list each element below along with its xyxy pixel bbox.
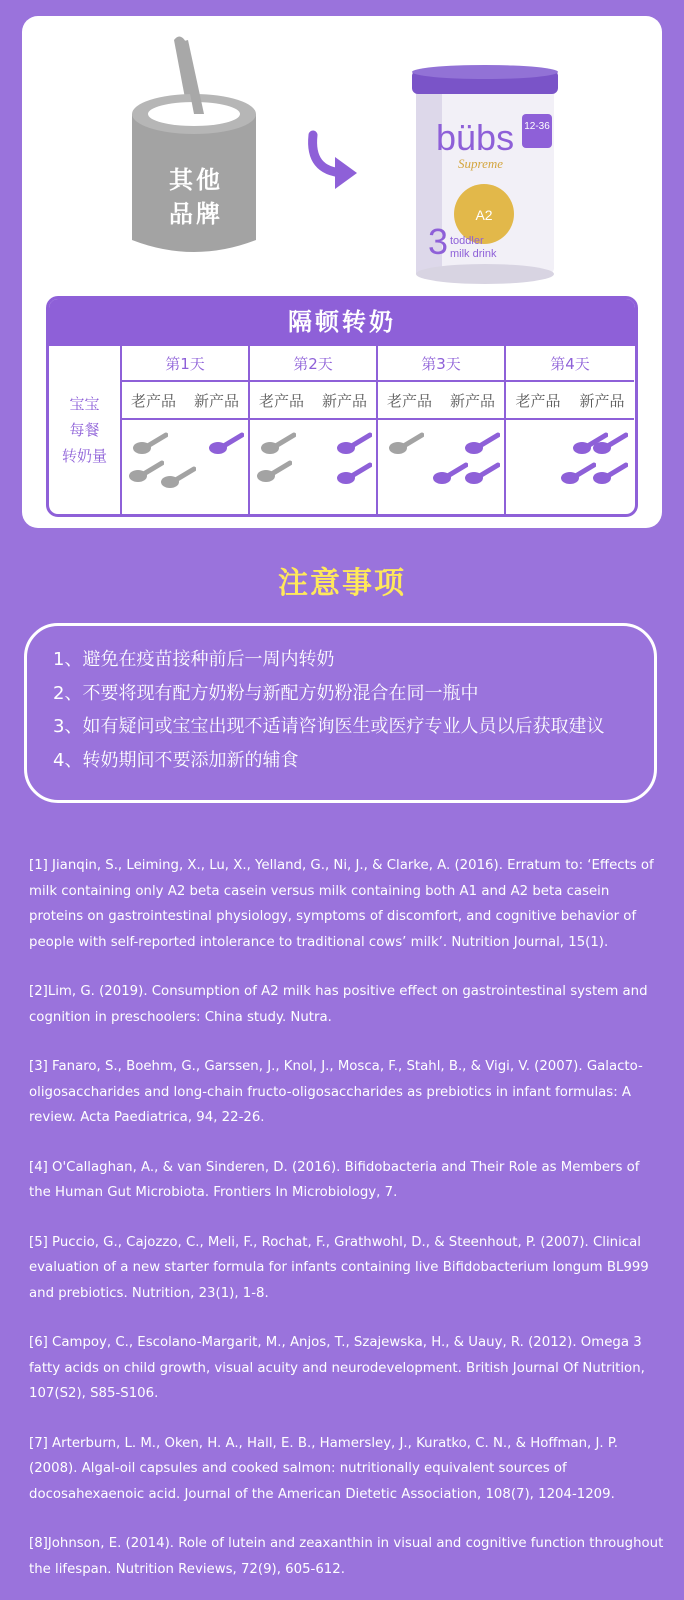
- new-product-scoop-icon: [464, 432, 500, 456]
- can-badge-text: A2: [475, 207, 493, 223]
- new-product-label: 新产品: [449, 391, 495, 410]
- old-product-label: 老产品: [130, 391, 176, 410]
- reference-item: [8]Johnson, E. (2014). Role of lutein and zeaxanthin in visual and cognitive function throughout the lifespan. Nutrition Reviews, 72(9), 605-612.: [29, 1536, 664, 1577]
- scoop-area: [250, 420, 376, 512]
- old-product-scoop-icon: [260, 432, 296, 456]
- old-product-scoop-icon: [128, 460, 164, 484]
- can-sub-text: Supreme: [458, 156, 504, 171]
- can-stage-text: 3: [428, 221, 449, 262]
- new-product-scoop-icon: [208, 432, 244, 456]
- reference-item: [4] O'Callaghan, A., & van Sinderen, D. (2016). Bifidobacteria and Their Role as Members of the Human Gut Microbiota. Frontiers In Microbiology, 7.: [29, 1159, 640, 1200]
- arrow-right-icon: [305, 129, 365, 195]
- scoop-area: [378, 420, 504, 512]
- scoop-area: [122, 420, 248, 512]
- transition-table-title: 隔顿转奶: [49, 299, 635, 346]
- new-product-scoop-icon: [464, 462, 500, 486]
- note-item: 1、避免在疫苗接种前后一周内转奶: [53, 649, 335, 670]
- day-label: 第1天: [122, 346, 248, 382]
- brand-comparison-card: [22, 16, 662, 528]
- note-item: 4、转奶期间不要添加新的辅食: [53, 749, 299, 771]
- new-product-scoop-icon: [572, 432, 608, 456]
- new-product-scoop-icon: [336, 462, 372, 486]
- transition-table: [46, 296, 638, 517]
- can-line2-text: milk drink: [450, 248, 497, 260]
- new-product-label: 新产品: [321, 391, 367, 410]
- note-item: 2、不要将现有配方奶粉与新配方奶粉混合在同一瓶中: [53, 682, 479, 704]
- references-list: [29, 853, 665, 1600]
- row-header: 宝宝 每餐 转奶量: [49, 346, 122, 514]
- day-column-2: [250, 346, 378, 514]
- new-product-label: 新产品: [193, 391, 239, 410]
- can-age-text: 12-36: [524, 121, 550, 132]
- day-column-4: [506, 346, 634, 514]
- day-column-1: [122, 346, 250, 514]
- transition-grid: [49, 346, 635, 514]
- old-product-label: 老产品: [258, 391, 304, 410]
- reference-item: [2]Lim, G. (2019). Consumption of A2 milk has positive effect on gastrointestinal system and cognition in preschoolers: China study. Nutra.: [29, 984, 648, 1025]
- new-product-scoop-icon: [560, 462, 596, 486]
- old-product-label: 老产品: [386, 391, 432, 410]
- new-product-scoop-icon: [336, 432, 372, 456]
- old-product-scoop-icon: [160, 466, 196, 490]
- new-product-scoop-icon: [592, 462, 628, 486]
- can-line1-text: toddler: [450, 235, 484, 247]
- reference-item: [6] Campoy, C., Escolano-Margarit, M., Anjos, T., Szajewska, H., & Uauy, R. (2012). Omega 3 fatty acids on child growth, visual acuity and neurodevelopment. British Journal Of Nutrition, 107(S2), S85-S106.: [29, 1335, 645, 1401]
- other-brand-label: 其他 品牌: [169, 166, 223, 228]
- old-product-scoop-icon: [388, 432, 424, 456]
- can-logo-text: bübs: [436, 117, 515, 158]
- new-product-scoop-icon: [432, 462, 468, 486]
- product-labels: [506, 382, 634, 420]
- day-label: 第4天: [506, 346, 634, 382]
- product-labels: [250, 382, 376, 420]
- bubs-product-can: [406, 64, 564, 286]
- notes-title: 注意事项: [278, 566, 406, 601]
- notes-box: [24, 623, 657, 803]
- other-brand-can-icon: [114, 28, 274, 288]
- reference-item: [1] Jianqin, S., Leiming, X., Lu, X., Yelland, G., Ni, J., & Clarke, A. (2016). Erratum to: ‘Effects of milk containing only A2 beta casein versus milk containing both A1 and A2 beta casein proteins on gastrointestinal physiology, symptoms of discomfort, and cognitive behavior of people with self-reported intolerance to traditional cows’ milk’. Nutrition Journal, 15(1).: [29, 858, 654, 950]
- new-product-label: 新产品: [579, 391, 625, 410]
- day-column-3: [378, 346, 506, 514]
- product-labels: [378, 382, 504, 420]
- day-label: 第2天: [250, 346, 376, 382]
- reference-item: [5] Puccio, G., Cajozzo, C., Meli, F., Rochat, F., Grathwohl, D., & Steenhout, P. (2007). Clinical evaluation of a new starter formula for infants containing live Bifidobacterium longum BL999 and prebiotics. Nutrition, 23(1), 1-8.: [29, 1234, 649, 1301]
- day-label: 第3天: [378, 346, 504, 382]
- product-labels: [122, 382, 248, 420]
- note-item: 3、如有疑问或宝宝出现不适请咨询医生或医疗专业人员以后获取建议: [53, 716, 605, 737]
- old-product-scoop-icon: [256, 460, 292, 484]
- old-product-label: 老产品: [515, 391, 561, 410]
- reference-item: [3] Fanaro, S., Boehm, G., Garssen, J., Knol, J., Mosca, F., Stahl, B., & Vigi, V. (2007). Galacto-oligosaccharides and long-chain fructo-oligosaccharides as prebiotics in infant formulas: A review. Acta Paediatrica, 94, 22-26.: [29, 1059, 643, 1125]
- reference-item: [7] Arterburn, L. M., Oken, H. A., Hall, E. B., Hamersley, J., Kuratko, C. N., & Hoffman, J. P. (2008). Algal-oil capsules and cooked salmon: nutritionally equivalent sources of docosahexaenoic acid. Journal of the American Dietetic Association, 108(7), 1204-1209.: [29, 1435, 619, 1502]
- scoop-area: [506, 420, 634, 512]
- old-product-scoop-icon: [132, 432, 168, 456]
